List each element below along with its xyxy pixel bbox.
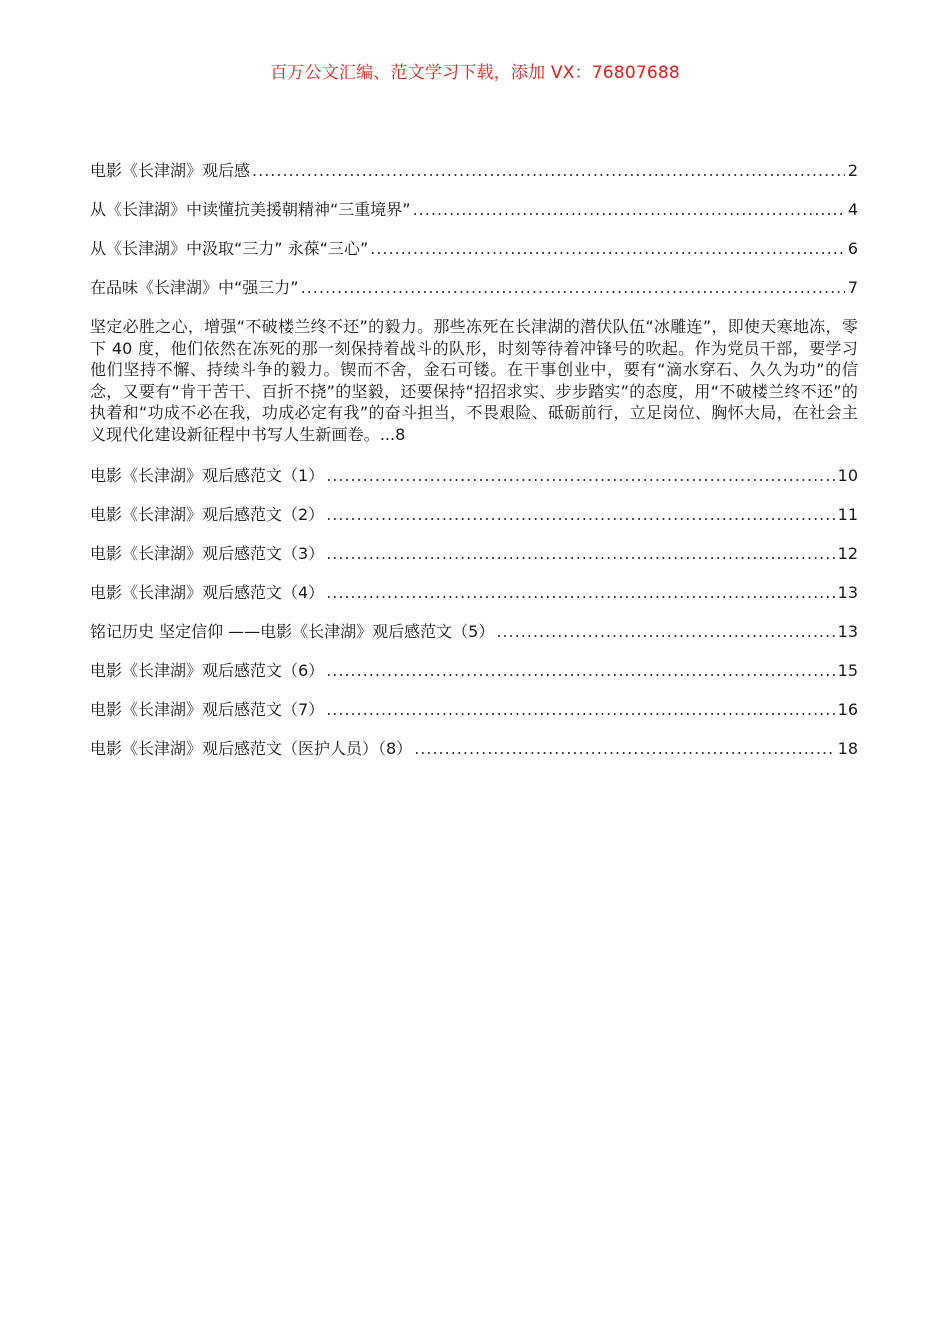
header-banner: 百万公文汇编、范文学习下载，添加 VX：76807688 — [270, 63, 680, 83]
toc-leader — [414, 736, 834, 762]
toc-entry-title: 铭记历史 坚定信仰 ——电影《长津湖》观后感范文（5） — [90, 622, 495, 641]
toc-entry-title: 电影《长津湖》观后感范文（6） — [90, 661, 325, 680]
toc-entry[interactable] — [90, 736, 858, 775]
toc-page-number: 15 — [837, 661, 858, 680]
toc-page-number: 7 — [847, 278, 858, 297]
toc-entry-title: 电影《长津湖》观后感范文（1） — [90, 466, 325, 485]
table-of-contents — [90, 158, 858, 775]
toc-leader — [326, 502, 834, 528]
toc-page-number: 12 — [837, 544, 858, 563]
toc-page-number: 13 — [837, 583, 858, 602]
toc-entry[interactable] — [90, 463, 858, 502]
toc-entry[interactable] — [90, 697, 858, 736]
toc-page-number: 16 — [837, 700, 858, 719]
toc-entry[interactable] — [90, 502, 858, 541]
toc-leader — [301, 275, 845, 301]
toc-entry[interactable] — [90, 158, 858, 197]
toc-leader — [370, 236, 845, 262]
toc-entry-paragraph[interactable] — [90, 316, 858, 445]
toc-entry[interactable] — [90, 619, 858, 658]
toc-entry-title: 电影《长津湖》观后感 — [90, 161, 251, 180]
toc-entry[interactable] — [90, 580, 858, 619]
toc-entry[interactable] — [90, 541, 858, 580]
toc-entry-title: 电影《长津湖》观后感范文（2） — [90, 505, 325, 524]
toc-entry-title: 从《长津湖》中汲取“三力” 永葆“三心” — [90, 239, 369, 258]
toc-entry-title: 电影《长津湖》观后感范文（7） — [90, 700, 325, 719]
toc-paragraph-text: 坚定必胜之心，增强“不破楼兰终不还”的毅力。那些冻死在长津湖的潜伏队伍“冰雕连”，即使天寒地冻，零下 40 度，他们依然在冻死的那一刻保持着战斗的队形，时刻等待着冲锋号的吹起。作为党员干部，要学习他们坚持不懈、持续斗争的毅力。锲而不舍，金石可镂。在干事创业中，要有“滴水穿石、久久为功”的信念，又要有“肯干苦干、百折不挠”的坚毅，还要保持“招招求实、步步踏实”的态度，用“不破楼兰终不还”的执着和“功成不必在我，功成必定有我”的奋斗担当，不畏艰险、砥砺前行，立足岗位、胸怀大局，在社会主义现代化建设新征程中书写人生新画卷。 — [90, 317, 858, 444]
toc-page-number: 13 — [837, 622, 858, 641]
toc-entry-title: 电影《长津湖》观后感范文（4） — [90, 583, 325, 602]
toc-leader — [326, 697, 834, 723]
toc-entry[interactable] — [90, 197, 858, 236]
toc-entry-title: 电影《长津湖》观后感范文（3） — [90, 544, 325, 563]
toc-page-number: 18 — [837, 739, 858, 758]
toc-page-number: 11 — [837, 505, 858, 524]
toc-leader — [252, 158, 845, 184]
toc-entry-title: 在品味《长津湖》中“强三力” — [90, 278, 299, 297]
toc-page-number: 10 — [837, 466, 858, 485]
toc-paragraph-leader: ... — [379, 424, 396, 444]
toc-page-number: 6 — [847, 239, 858, 258]
toc-leader — [326, 580, 834, 606]
toc-entry-title: 电影《长津湖》观后感范文（医护人员）（8） — [90, 739, 413, 758]
toc-entry[interactable] — [90, 658, 858, 697]
toc-leader — [326, 658, 834, 684]
toc-leader — [326, 541, 834, 567]
toc-page-number: 4 — [847, 200, 858, 219]
toc-page-number: 8 — [395, 424, 406, 444]
toc-leader — [413, 197, 845, 223]
toc-entry-title: 从《长津湖》中读懂抗美援朝精神“三重境界” — [90, 200, 411, 219]
toc-entry[interactable] — [90, 236, 858, 275]
toc-leader — [326, 463, 834, 489]
toc-entry[interactable] — [90, 275, 858, 314]
toc-leader — [496, 619, 834, 645]
toc-page-number: 2 — [847, 161, 858, 180]
